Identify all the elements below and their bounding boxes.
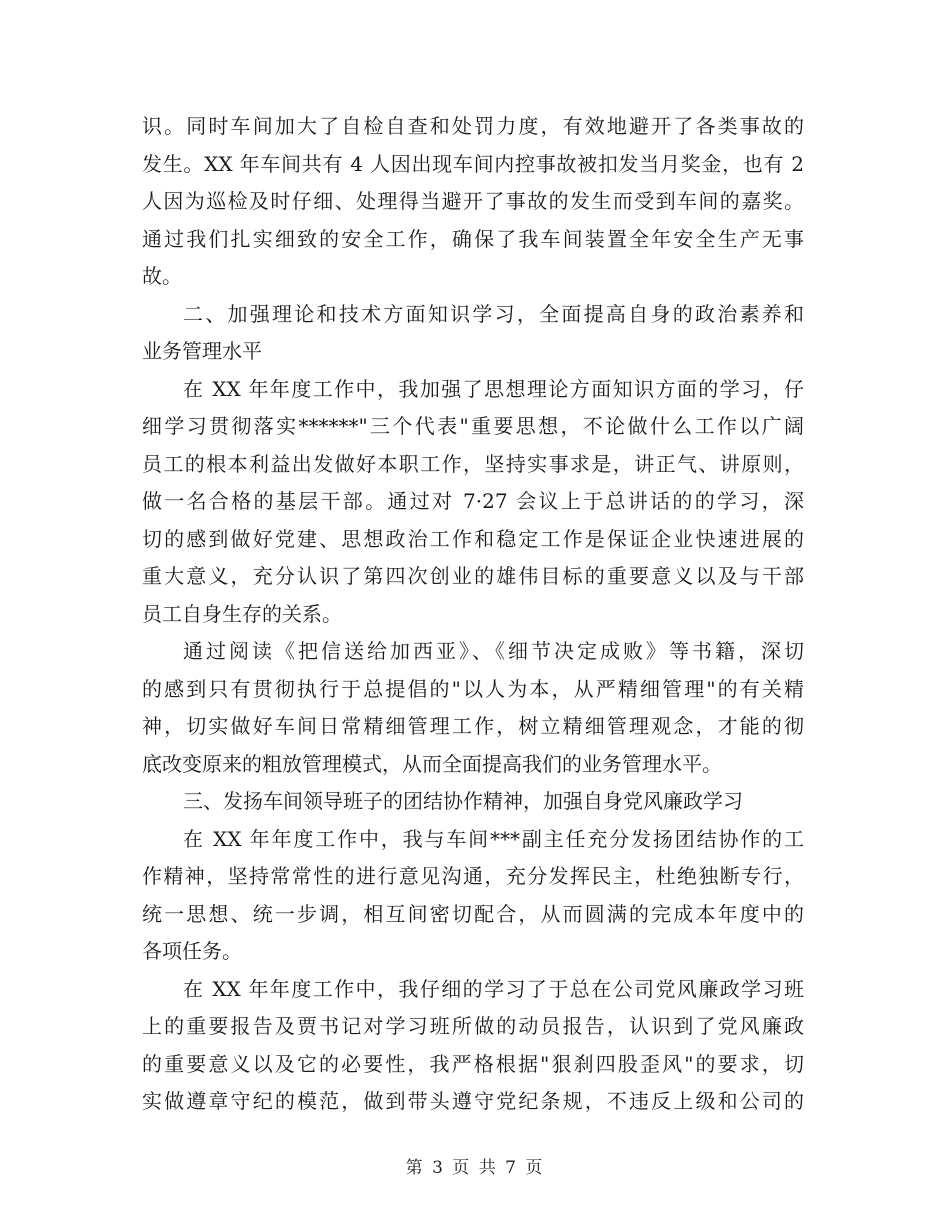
document-body: [142, 108, 804, 1121]
text-line: 在 XX 年年度工作中，我与车间***副主任充分发扬团结协作的工: [183, 826, 804, 851]
text-line: 底改变原来的粗放管理模式，从而全面提高我们的业务管理水平。: [142, 751, 722, 776]
text-line: 通过我们扎实细致的安全工作，确保了我车间装置全年安全生产无事: [142, 226, 804, 251]
text-line: 实做遵章守纪的模范，做到带头遵守党纪条规，不违反上级和公司的: [142, 1089, 804, 1113]
section-heading: 三、发扬车间领导班子的团结协作精神，加强自身党风廉政学习: [183, 789, 743, 813]
text-line: 统一思想、统一步调，相互间密切配合，从而圆满的完成本年度中的: [142, 901, 804, 926]
page-number-footer: 第 3 页 共 7 页: [405, 1158, 545, 1178]
text-line: 切的感到做好党建、思想政治工作和稳定工作是保证企业快速进展的: [142, 526, 804, 551]
text-line: 发生。XX 年车间共有 4 人因出现车间内控事故被扣发当月奖金，也有 2: [142, 151, 804, 176]
text-line: 人因为巡检及时仔细、处理得当避开了事故的发生而受到车间的嘉奖。: [142, 189, 804, 213]
text-line: 上的重要报告及贾书记对学习班所做的动员报告，认识到了党风廉政: [142, 1014, 804, 1038]
text-line: 神，切实做好车间日常精细管理工作，树立精细管理观念，才能的彻: [142, 714, 804, 738]
text-line: 员工自身生存的关系。: [142, 601, 342, 626]
text-line: 的重要意义以及它的必要性，我严格根据"狠刹四股歪风"的要求，切: [142, 1051, 804, 1076]
text-line: 通过阅读《把信送给加西亚》、《细节决定成败》等书籍，深切: [183, 639, 804, 663]
text-line: 在 XX 年年度工作中，我仔细的学习了于总在公司党风廉政学习班: [183, 976, 804, 1001]
section-heading: 业务管理水平: [142, 339, 262, 363]
text-line: 识。同时车间加大了自检自查和处罚力度，有效地避开了各类事故的: [142, 114, 804, 138]
text-line: 各项任务。: [142, 939, 242, 963]
text-line: 细学习贯彻落实******"三个代表"重要思想，不论做什么工作以广阔: [142, 414, 804, 438]
text-line: 作精神，坚持常常性的进行意见沟通，充分发挥民主，杜绝独断专行，: [142, 864, 804, 888]
text-line: 在 XX 年年度工作中，我加强了思想理论方面知识方面的学习，仔: [183, 376, 804, 401]
text-line: 的感到只有贯彻执行于总提倡的"以人为本，从严精细管理"的有关精: [142, 676, 804, 701]
text-line: 做一名合格的基层干部。通过对 7·27 会议上于总讲话的的学习，深: [142, 489, 804, 513]
section-heading: 二、加强理论和技术方面知识学习，全面提高自身的政治素养和: [183, 301, 804, 326]
text-line: 员工的根本利益出发做好本职工作，坚持实事求是，讲正气、讲原则，: [142, 451, 804, 476]
text-line: 重大意义，充分认识了第四次创业的雄伟目标的重要意义以及与干部: [142, 564, 804, 588]
text-line: 故。: [142, 264, 182, 288]
